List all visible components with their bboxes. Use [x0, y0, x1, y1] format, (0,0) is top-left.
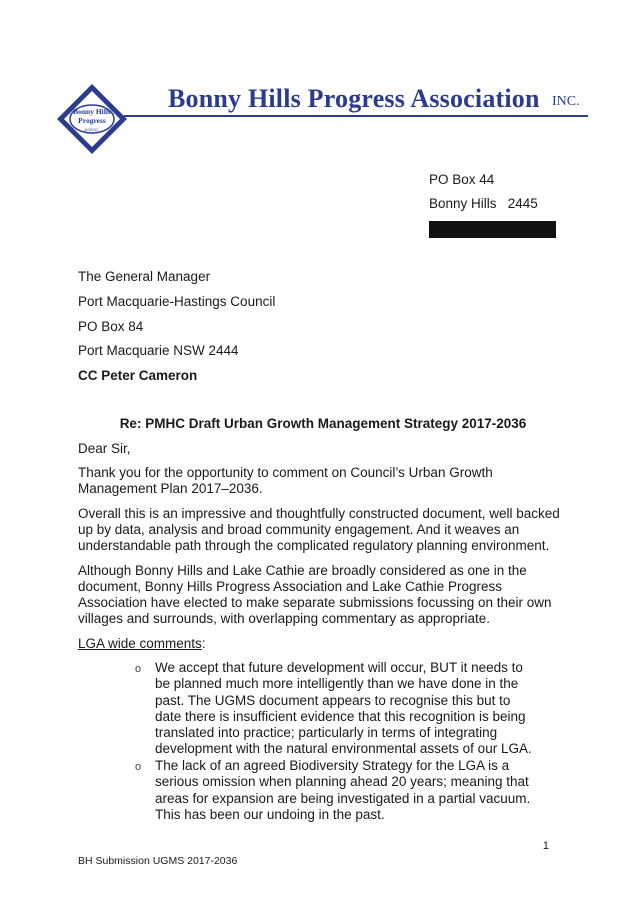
lga-heading [78, 636, 206, 651]
recipient-line3: PO Box 84 [78, 319, 144, 334]
page-number: 1 [542, 840, 549, 852]
lga-heading-colon: : [201, 636, 206, 651]
bullet-marker-2: o [135, 761, 142, 773]
body-paragraph-3: Although Bonny Hills and Lake Cathie are broadly considered as one in the document, Bonny Hills Progress Association and Lake Cathie Progress Association have elected to make separate submissions focussing on their own villages and surrounds, with overlapping commentary as appropriate. [78, 563, 552, 626]
bullet-marker-1: o [135, 663, 142, 675]
sender-address-line1: PO Box 44 [429, 172, 495, 187]
letter-subject: Re: PMHC Draft Urban Growth Management Strategy 2017-2036 [119, 416, 527, 431]
recipient-line2: Port Macquarie-Hastings Council [78, 294, 276, 309]
svg-text:ASSOC.: ASSOC. [84, 127, 100, 132]
lga-heading-text: LGA wide comments [78, 636, 202, 651]
bullet-item-1: We accept that future development will occur, BUT it needs to be planned much more intelligently than we have done in the past. The UGMS document appears to recognise this but to date there is insufficient evidence that this recognition is being translated into practice; particularly in terms of integrating development with the natural environmental assets of our LGA. [155, 660, 532, 757]
body-paragraph-2: Overall this is an impressive and thoughtfully constructed document, well backed up by data, analysis and broad community engagement. And it weaves an understandable path through the complicated regulatory planning environment. [78, 506, 560, 553]
svg-text:Bonny Hills: Bonny Hills [73, 107, 111, 116]
bullet-item-2: The lack of an agreed Biodiversity Strategy for the LGA is a serious omission when planning ahead 20 years; meaning that areas for expansion are being investigated in a partial vacuum. This has been our undoing in the past. [155, 758, 531, 822]
organisation-suffix: INC. [552, 94, 580, 109]
svg-text:Progress: Progress [78, 116, 106, 125]
recipient-line1: The General Manager [78, 269, 211, 284]
header-divider [124, 115, 588, 117]
organisation-name: Bonny Hills Progress Association [168, 84, 540, 113]
recipient-line4: Port Macquarie NSW 2444 [78, 343, 239, 358]
association-logo [56, 83, 128, 155]
sender-address-line2: Bonny Hills 2445 [429, 196, 538, 211]
body-paragraph-1: Thank you for the opportunity to comment on Council’s Urban Growth Management Plan 2017–2036. [78, 465, 493, 496]
salutation: Dear Sir, [78, 441, 131, 456]
footer-text: BH Submission UGMS 2017-2036 [78, 855, 238, 867]
redaction-block [429, 221, 556, 238]
cc-line: CC Peter Cameron [78, 368, 198, 383]
